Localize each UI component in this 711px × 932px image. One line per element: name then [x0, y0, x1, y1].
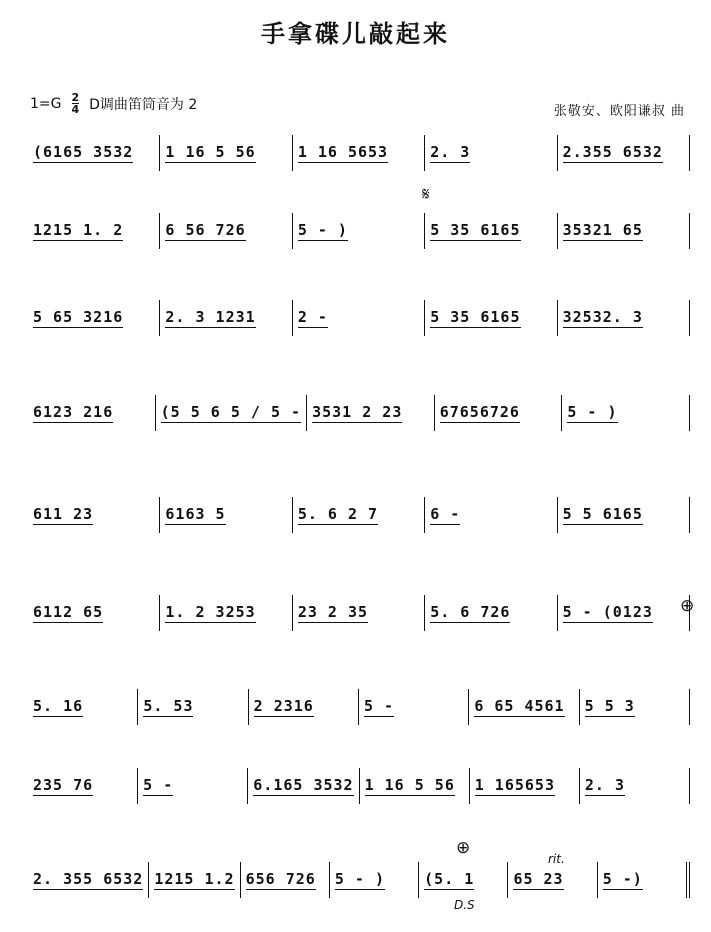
measure-notes: 2. 3 1231 — [165, 308, 256, 326]
measure — [159, 300, 291, 336]
measure-notes: 2. 3 — [430, 143, 471, 161]
score-line — [28, 595, 690, 631]
score-line — [28, 300, 690, 336]
ornament-mark — [454, 862, 465, 863]
measure — [469, 768, 579, 804]
measure-notes: 5 65 3216 — [33, 308, 124, 326]
ornament-mark — [182, 768, 193, 769]
measure — [155, 395, 306, 431]
ornament-mark — [610, 135, 621, 136]
measure — [424, 300, 556, 336]
measure — [159, 497, 291, 533]
measure-notes: 1215 1.2 — [154, 870, 235, 888]
measure — [28, 595, 159, 631]
measure-notes: 6 56 726 — [165, 221, 246, 239]
measure-notes: 6112 65 — [33, 603, 104, 621]
measure-notes: 656 726 — [245, 870, 316, 888]
measure — [28, 862, 148, 898]
measure — [359, 768, 469, 804]
measure — [557, 595, 690, 631]
measure-notes: 65 23 — [513, 870, 564, 888]
key-signature — [30, 92, 197, 115]
measure — [507, 862, 596, 898]
measure-notes: 5 35 6165 — [430, 308, 521, 326]
measure-notes: 1 16 5653 — [297, 143, 389, 161]
measure-notes: 5. 16 — [33, 697, 84, 715]
measure-notes: 5 - ) — [297, 221, 348, 239]
measure-notes: 5 - — [363, 697, 395, 715]
measure — [292, 595, 424, 631]
ornament-mark — [478, 595, 489, 596]
measure-notes: (5 5 6 5 / 5 - — [160, 403, 302, 421]
measure-notes: 2.355 6532 — [562, 143, 663, 161]
measure — [28, 213, 159, 249]
measure — [292, 135, 424, 171]
segno-icon: 𝄋 — [422, 184, 430, 205]
measure-notes: 1215 1. 2 — [33, 221, 124, 239]
ornament-mark — [345, 300, 356, 301]
measure — [28, 497, 159, 533]
measure-notes: 67656726 — [439, 403, 520, 421]
ornament-mark — [81, 497, 92, 498]
ornament-mark — [610, 497, 621, 498]
measure-notes: 1 16 5 56 — [364, 776, 455, 794]
ornament-mark — [76, 862, 87, 863]
measure-notes: 235 76 — [33, 776, 94, 794]
measure-notes: 5 - ) — [334, 870, 386, 888]
measure-notes: 5 - (0123 — [562, 603, 653, 621]
measure — [137, 768, 247, 804]
score-line — [28, 213, 690, 249]
measure-notes: 6123 216 — [33, 403, 114, 421]
measure — [557, 135, 690, 171]
measure — [424, 213, 556, 249]
measure — [28, 395, 155, 431]
score-line — [28, 768, 690, 804]
time-sig-top: 2 — [71, 91, 80, 104]
rit-mark: rit. — [548, 852, 565, 866]
measure — [148, 862, 239, 898]
measure — [434, 395, 562, 431]
score-line — [28, 135, 690, 171]
measure-notes: 6 65 4561 — [474, 697, 565, 715]
measure — [306, 395, 434, 431]
measure — [358, 689, 468, 725]
measure — [248, 689, 358, 725]
measure — [561, 395, 690, 431]
measure — [557, 300, 690, 336]
measure — [424, 135, 556, 171]
measure-notes: (5. 1 — [424, 870, 475, 888]
coda-icon: ⊕ — [456, 838, 471, 858]
score-line — [28, 497, 690, 533]
score-line — [28, 862, 690, 898]
measure — [579, 768, 690, 804]
measure — [28, 300, 159, 336]
measure — [468, 689, 578, 725]
measure-notes: 1. 2 3253 — [165, 603, 256, 621]
measure — [28, 768, 137, 804]
measure-notes: 3531 2 23 — [312, 403, 403, 421]
measure-notes: 5 5 3 — [584, 697, 635, 715]
measure — [159, 213, 291, 249]
measure-notes: 5. 6 2 7 — [297, 505, 379, 523]
measure — [292, 497, 424, 533]
ornament-mark — [478, 213, 489, 214]
measure-notes: 5 - — [143, 776, 174, 794]
ornament-mark — [81, 135, 92, 136]
measure-notes: 5. 53 — [143, 697, 194, 715]
measure — [424, 497, 556, 533]
measure-notes: 2. 3 — [584, 776, 625, 794]
measure — [159, 595, 291, 631]
measure — [28, 135, 159, 171]
measure — [329, 862, 418, 898]
measure-notes: 5 5 6165 — [562, 505, 643, 523]
ornament-mark — [216, 395, 227, 396]
measure-notes: 5 - ) — [567, 403, 618, 421]
measure — [159, 135, 291, 171]
measure — [137, 689, 247, 725]
measure-notes: 5 -) — [602, 870, 643, 888]
score-line — [28, 395, 690, 431]
measure-notes: 35321 65 — [562, 221, 643, 239]
measure — [579, 689, 690, 725]
measure — [292, 300, 424, 336]
measure-notes: 2 2316 — [253, 697, 314, 715]
composer-credit: 张敬安、欧阳谦叔 曲 — [553, 104, 685, 119]
measure-notes: 611 23 — [33, 505, 94, 523]
instrument-note: D调曲笛筒音为 2 — [89, 96, 198, 113]
measure-notes: 5. 6 726 — [430, 603, 511, 621]
measure-notes: 5 35 6165 — [430, 221, 521, 239]
measure — [28, 689, 137, 725]
key-label: 1=G — [30, 95, 62, 112]
coda-icon: ⊕ — [680, 596, 695, 616]
measure-notes: 2 - — [297, 308, 328, 326]
measure-notes: 6.165 3532 — [253, 776, 354, 794]
song-title: 手拿碟儿敲起来 — [261, 20, 450, 48]
measure — [418, 862, 507, 898]
measure — [424, 595, 556, 631]
measure-notes: 32532. 3 — [562, 308, 643, 326]
measure — [247, 768, 358, 804]
score-line — [28, 689, 690, 725]
measure — [240, 862, 329, 898]
measure-notes: 1 16 5 56 — [165, 143, 256, 161]
measure — [557, 497, 690, 533]
ornament-mark — [624, 768, 635, 769]
time-signature — [72, 92, 80, 115]
measure — [557, 213, 690, 249]
measure-notes: 6 - — [430, 505, 461, 523]
ornament-mark — [292, 689, 303, 690]
measure-notes: 2. 355 6532 — [33, 870, 144, 888]
time-sig-bottom: 4 — [71, 103, 80, 116]
measure — [597, 862, 690, 898]
measure-notes: 1 165653 — [474, 776, 555, 794]
measure-notes: 6163 5 — [165, 505, 226, 523]
measure — [292, 213, 424, 249]
measure-notes: 23 2 35 — [297, 603, 369, 621]
ds-mark: D.S — [454, 898, 475, 912]
measure-notes: (6165 3532 — [33, 143, 134, 161]
